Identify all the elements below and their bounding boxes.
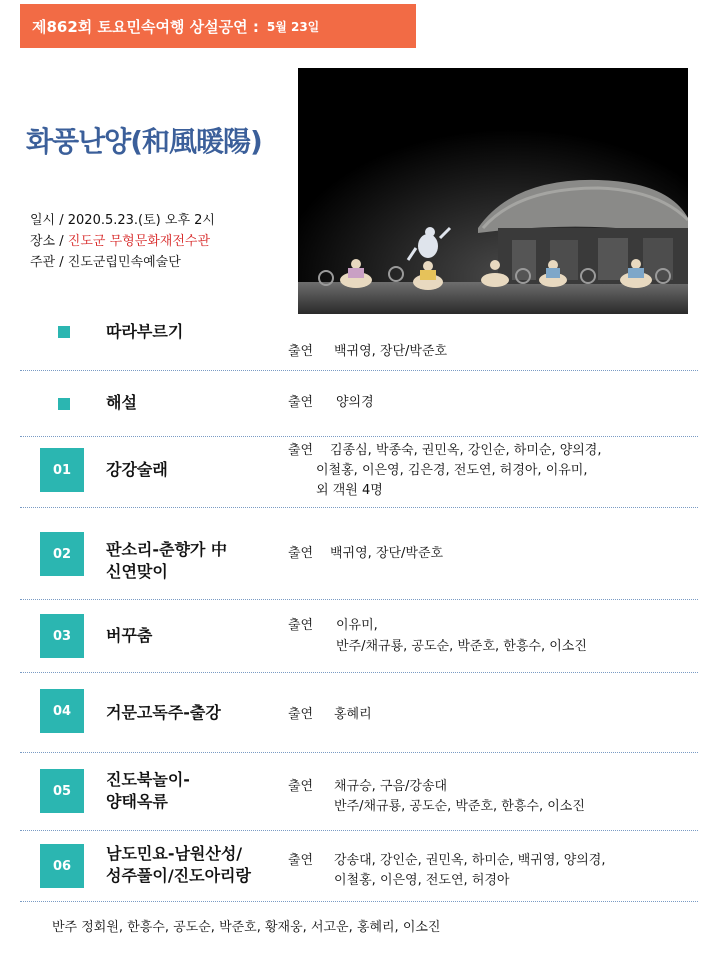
program-title: 해설: [106, 393, 137, 412]
row-divider: [20, 370, 698, 371]
row-divider: [20, 507, 698, 508]
info-venue: [30, 231, 215, 252]
cast-label: 출연: [288, 779, 314, 794]
banner-date: 5월 23일: [266, 19, 320, 34]
row-divider: [20, 830, 698, 831]
program-title: 진도북놀이-: [106, 770, 190, 789]
program-title: 강강술래: [106, 460, 168, 479]
cast-label: 출연: [288, 618, 314, 633]
program-number-badge: 05: [40, 769, 84, 813]
program-number-badge: 02: [40, 532, 84, 576]
cast-line: 이철홍, 이은영, 김은경, 전도연, 허경아, 이유미,: [316, 463, 588, 478]
header-banner: [20, 4, 416, 48]
program-number-badge: 01: [40, 448, 84, 492]
stage-scene-image: [298, 68, 688, 314]
info-host: 주관 / 진도군립민속예술단: [30, 255, 181, 270]
info-venue-name: 진도군 무형문화재전수관: [67, 234, 211, 249]
program-number-badge: 06: [40, 844, 84, 888]
cast-label: 출연: [288, 443, 314, 458]
row-divider: [20, 752, 698, 753]
program-title: 거문고독주-출강: [106, 703, 221, 722]
cast-line: 이철홍, 이은영, 전도연, 허경아: [334, 873, 510, 888]
cast-line: 이유미,: [336, 618, 378, 633]
info-venue-prefix: 장소 /: [30, 234, 68, 249]
teal-bullet-icon: [58, 398, 70, 410]
program-title: 남도민요-남원산성/: [106, 844, 243, 863]
program-title: 따라부르기: [106, 322, 184, 341]
cast-label: 출연: [288, 546, 314, 561]
info-date: 일시 / 2020.5.23.(토) 오후 2시: [30, 213, 215, 228]
cast-label: 출연: [288, 395, 314, 410]
cast-line: 백귀영, 장단/박준호: [334, 344, 448, 359]
teal-bullet-icon: [58, 326, 70, 338]
cast-line: 백귀영, 장단/박준호: [330, 546, 444, 561]
cast-line: 반주/채규룡, 공도순, 박준호, 한흥수, 이소진: [334, 799, 585, 814]
program-title: 신연맞이: [106, 562, 168, 581]
cast-line: 반주/채규룡, 공도순, 박준호, 한흥수, 이소진: [336, 639, 587, 654]
cast-label: 출연: [288, 707, 314, 722]
program-title: 판소리-춘향가 中: [106, 540, 227, 559]
cast-line: 김종심, 박종숙, 권민옥, 강인순, 하미순, 양의경,: [330, 443, 602, 458]
cast-line: 홍혜리: [334, 707, 372, 722]
cast-label: 출연: [288, 344, 314, 359]
cast-line: 강송대, 강인순, 권민옥, 하미순, 백귀영, 양의경,: [334, 853, 606, 868]
cast-line: 채규승, 구음/강송대: [334, 779, 448, 794]
program-title: 성주풀이/진도아리랑: [106, 866, 251, 885]
program-number-badge: 04: [40, 689, 84, 733]
program-title: 양태옥류: [106, 792, 168, 811]
cast-line: 외 객원 4명: [316, 483, 383, 498]
cast-label: 출연: [288, 853, 314, 868]
program-number-badge: 03: [40, 614, 84, 658]
row-divider: [20, 901, 698, 902]
program-title: 버꾸춤: [106, 626, 153, 645]
row-divider: [20, 436, 698, 437]
performance-info: [30, 210, 215, 273]
footer-accompaniment: 반주 정회원, 한흥수, 공도순, 박준호, 황재웅, 서고운, 홍혜리, 이소진: [52, 920, 441, 935]
banner-title: 제862회 토요민속여행 상설공연 :: [32, 17, 259, 36]
cast-line: 양의경: [336, 395, 374, 410]
page-title: 화풍난양(和風暖陽): [26, 125, 262, 158]
performance-photo: [298, 68, 688, 314]
row-divider: [20, 599, 698, 600]
row-divider: [20, 672, 698, 673]
